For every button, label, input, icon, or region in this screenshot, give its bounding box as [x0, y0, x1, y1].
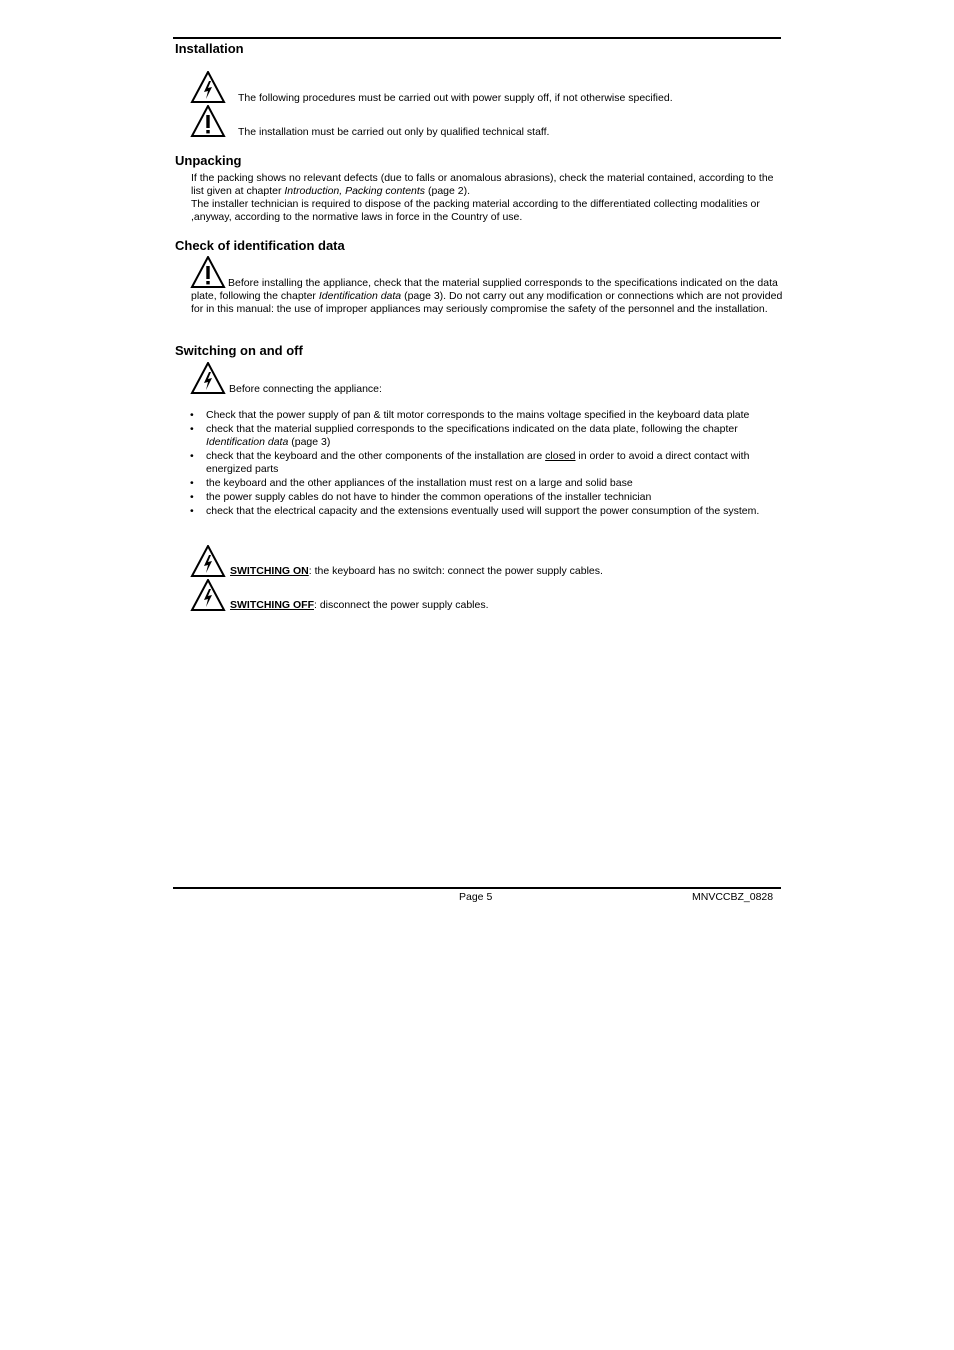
document-code: MNVCCBZ_0828	[692, 891, 774, 903]
installation-note-power: The following procedures must be carried out with power supply off, if not otherwise specified.	[238, 92, 673, 104]
check-ref: Identification data	[318, 290, 402, 302]
switching-on-text: : the keyboard has no switch: connect the power supply cables.	[308, 565, 603, 577]
section-title-check: Check of identification data	[175, 238, 345, 253]
list-item-text: in order to avoid a direct contact with energized parts	[206, 450, 750, 475]
list-item	[190, 423, 782, 449]
list-item-text: Check that the power supply of pan & tilt motor corresponds to the mains voltage specified in the keyboard data plate	[206, 409, 750, 421]
list-item	[190, 409, 782, 422]
page-number: Page 5	[459, 891, 493, 903]
switching-checklist	[190, 409, 782, 519]
switching-on-label: SWITCHING ON	[230, 565, 309, 577]
electric-hazard-icon	[190, 579, 226, 612]
list-item-text: the power supply cables do not have to hinder the common operations of the installer technician	[206, 491, 652, 503]
list-item-ref: Identification data	[206, 436, 289, 448]
list-item-text: check that the material supplied corresponds to the specifications indicated on the data plate, following the chapter	[206, 423, 738, 435]
list-item-text: check that the electrical capacity and the extensions eventually used will support the power consumption of the system.	[206, 505, 760, 517]
unpacking-paragraph	[191, 172, 783, 224]
switching-off-label: SWITCHING OFF	[230, 599, 314, 611]
list-item-underlined: closed	[545, 450, 576, 462]
list-item-text: (page 3)	[288, 436, 331, 448]
electric-hazard-icon	[190, 362, 226, 395]
list-item	[190, 491, 782, 504]
switching-off-line	[230, 599, 489, 612]
electric-hazard-icon	[190, 71, 226, 104]
header-rule	[173, 37, 781, 39]
unpacking-text-b: (page 2).	[425, 185, 471, 197]
section-title-unpacking: Unpacking	[175, 153, 242, 168]
list-item	[190, 505, 782, 518]
list-item	[190, 450, 782, 476]
check-text-b: (page 3). Do not carry out any modification or connections which are not provided for in this manual: the use of improper appliances may seriously compromise the safety of the personnel and the installation.	[191, 290, 783, 315]
electric-hazard-icon	[190, 545, 226, 578]
warning-icon	[190, 105, 226, 138]
list-item-text: check that the keyboard and the other components of the installation are	[206, 450, 546, 462]
list-item	[190, 477, 782, 490]
check-paragraph	[191, 277, 783, 316]
unpacking-text-disposal: The installer technician is required to dispose of the packing material according to the differentiated collecting modalities or ,anyway, according to the normative laws in force in the Country of use.	[191, 198, 760, 223]
footer-rule	[173, 887, 781, 889]
switching-intro: Before connecting the appliance:	[229, 383, 382, 395]
section-title-switching: Switching on and off	[175, 343, 303, 358]
unpacking-ref: Introduction, Packing contents	[284, 185, 426, 197]
check-text-a: Before installing the appliance, check that the material supplied corresponds to the specifications indicated on the data plate, following the chapter	[191, 277, 778, 302]
section-title-installation: Installation	[175, 41, 244, 56]
switching-off-text: : disconnect the power supply cables.	[314, 599, 489, 611]
unpacking-text-a: If the packing shows no relevant defects (due to falls or anomalous abrasions), check the material contained, according to the list given at chapter	[191, 172, 774, 197]
switching-on-line	[230, 565, 603, 578]
installation-note-staff: The installation must be carried out only by qualified technical staff.	[238, 126, 550, 138]
list-item-text: the keyboard and the other appliances of the installation must rest on a large and solid base	[206, 477, 633, 489]
